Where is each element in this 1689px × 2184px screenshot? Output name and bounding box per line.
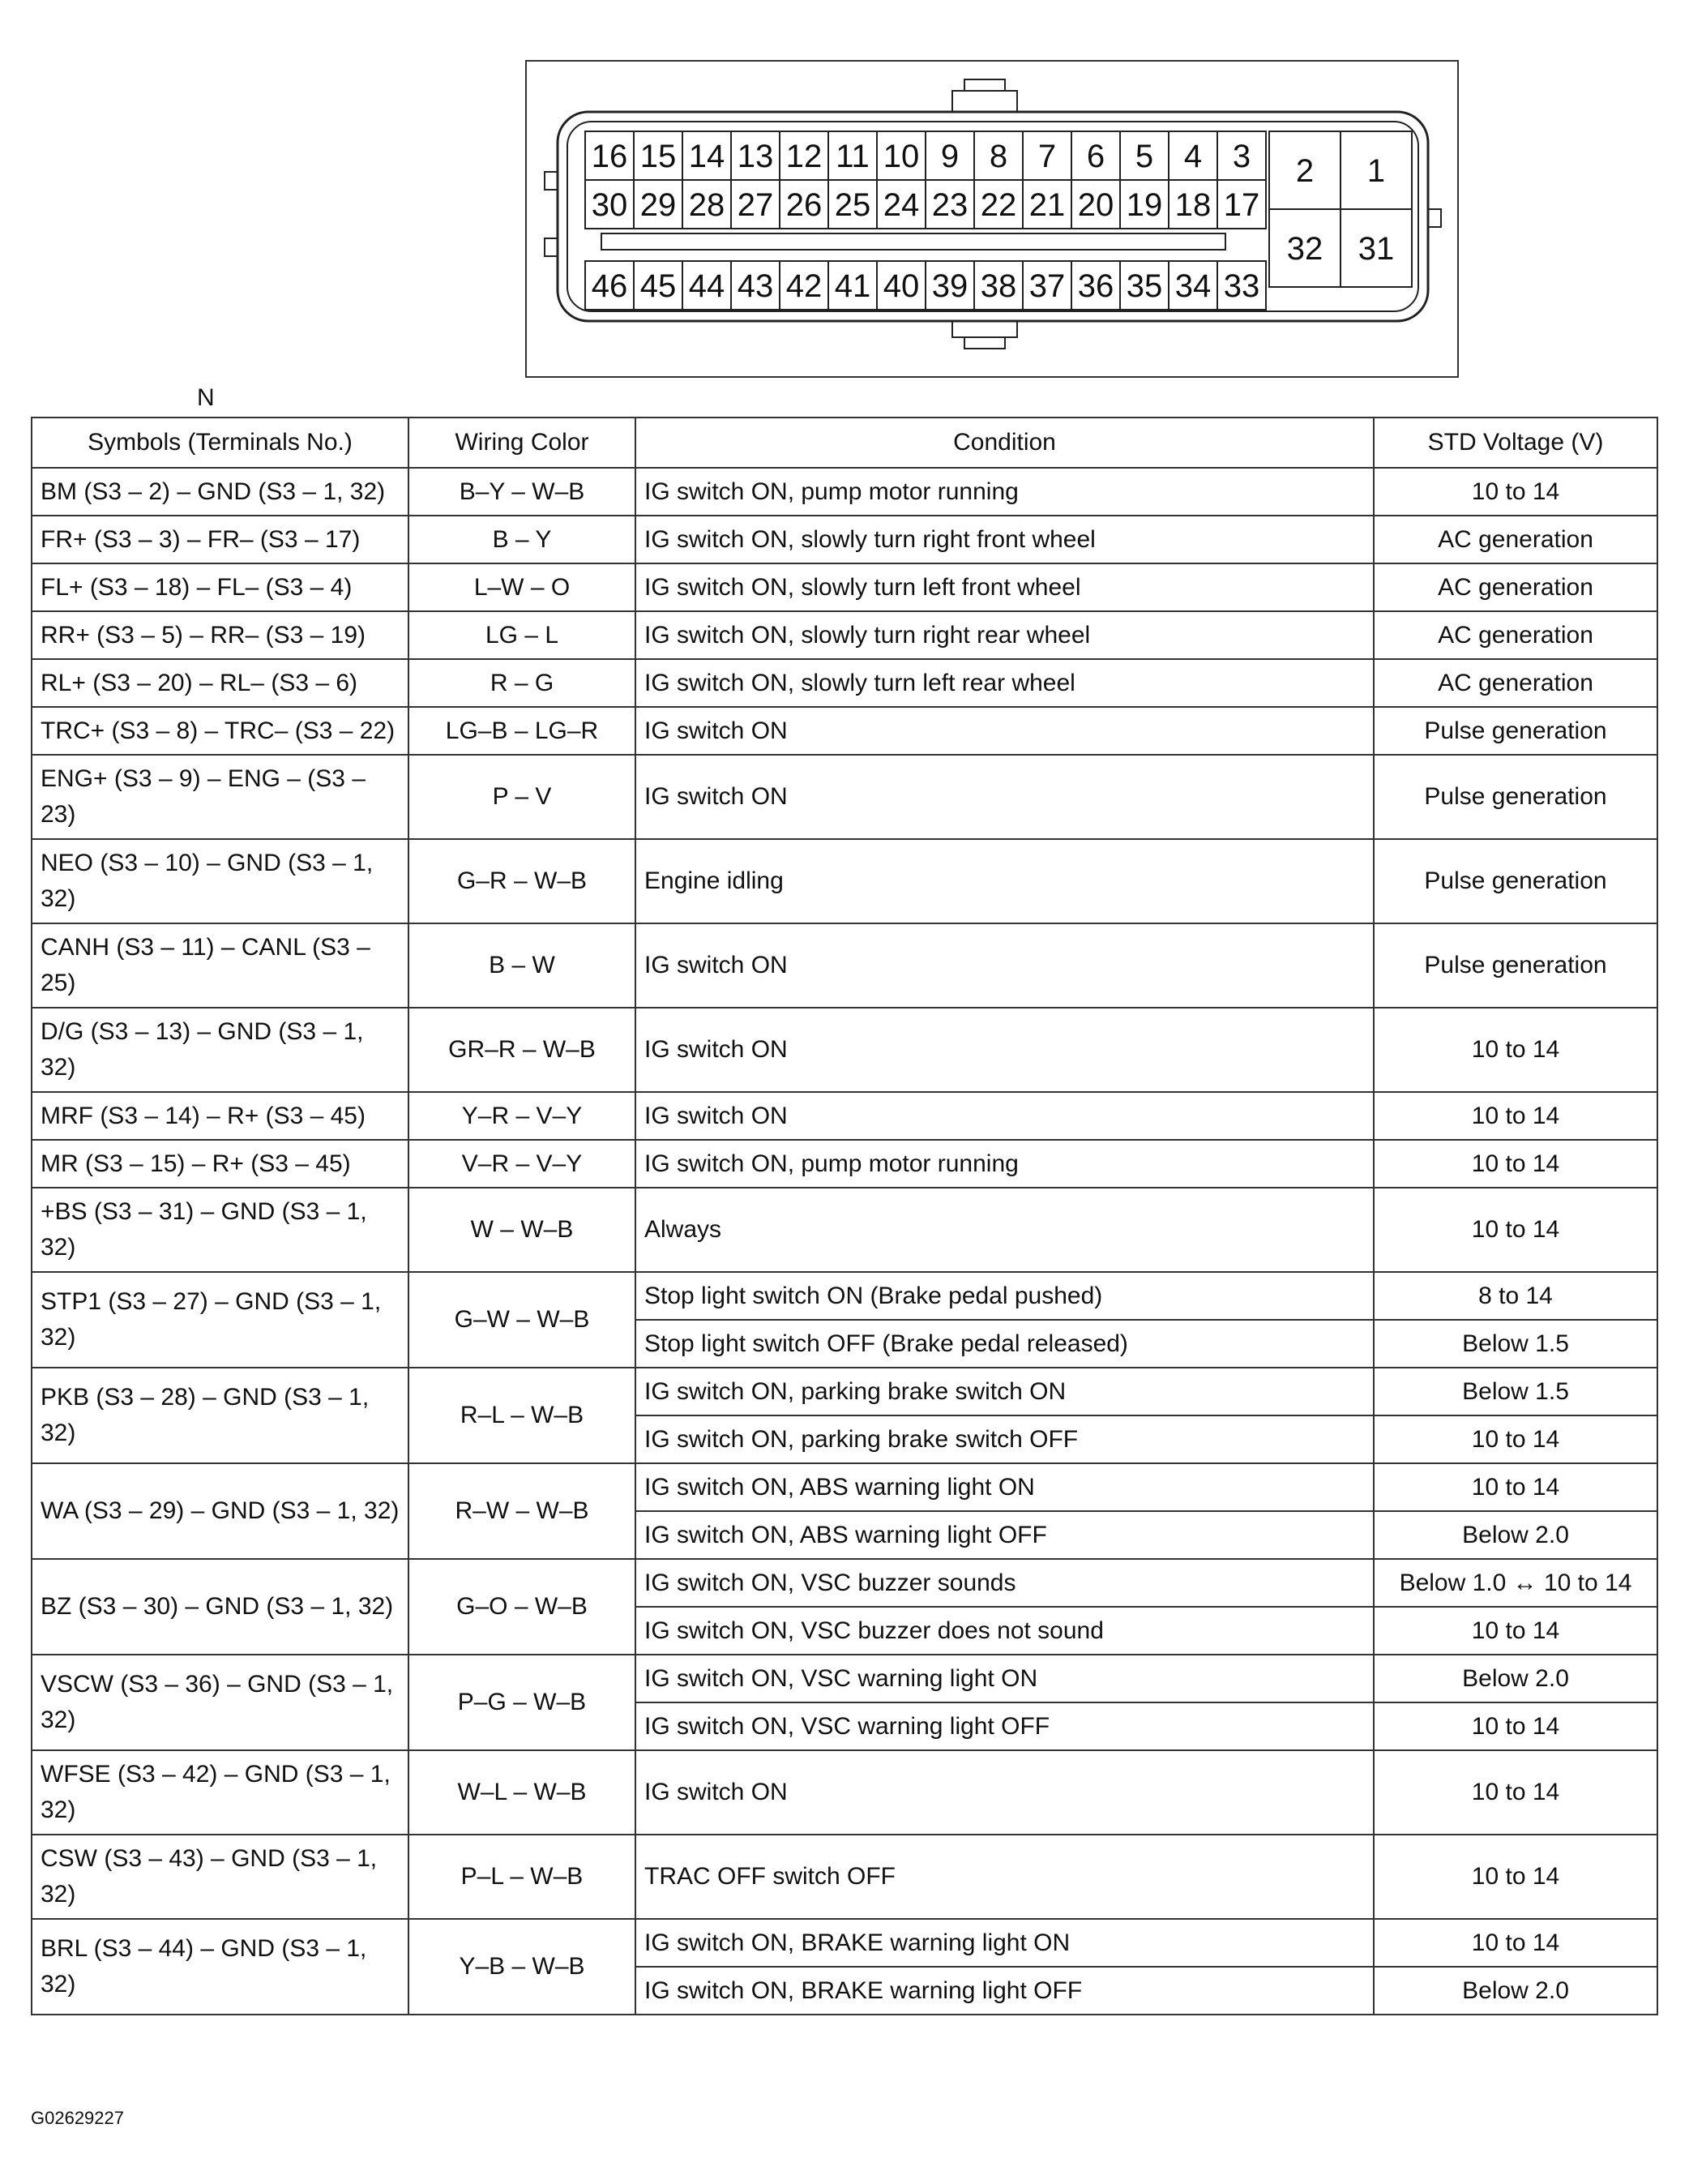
pin-middle-0: 30 — [591, 187, 628, 223]
pin-bottom-11: 35 — [1126, 268, 1163, 304]
pin-middle-4: 26 — [785, 187, 823, 223]
pin-middle-8: 22 — [980, 187, 1017, 223]
cell-std-voltage: Pulse generation — [1374, 839, 1657, 923]
cell-condition: IG switch ON — [635, 923, 1374, 1008]
cell-condition: IG switch ON — [635, 1092, 1374, 1140]
cell-symbol: NEO (S3 – 10) – GND (S3 – 1, 32) — [32, 839, 408, 923]
pin-top-13: 3 — [1232, 139, 1251, 174]
cell-condition: TRAC OFF switch OFF — [635, 1835, 1374, 1919]
terminal-spec-table — [31, 417, 1658, 2015]
pin-bottom-3: 43 — [737, 268, 774, 304]
cell-symbol: CANH (S3 – 11) – CANL (S3 – 25) — [32, 923, 408, 1008]
header-condition: Condition — [635, 418, 1374, 468]
pin-bottom-12: 34 — [1174, 268, 1212, 304]
cell-wiring-color: P–G – W–B — [408, 1655, 635, 1750]
cell-wiring-color: B – Y — [408, 516, 635, 563]
cell-symbol: CSW (S3 – 43) – GND (S3 – 1, 32) — [32, 1835, 408, 1919]
table-row — [32, 839, 1657, 923]
cell-condition: IG switch ON, VSC warning light OFF — [635, 1702, 1374, 1750]
pin-bottom-0: 46 — [591, 268, 628, 304]
cell-condition: IG switch ON — [635, 1008, 1374, 1092]
pin-top-4: 12 — [785, 139, 823, 174]
connector-slot — [601, 233, 1225, 250]
pin-top-5: 11 — [836, 139, 870, 174]
cell-std-voltage: Below 2.0 — [1374, 1967, 1657, 2015]
header-wiring-color: Wiring Color — [408, 418, 635, 468]
pin-middle-6: 24 — [883, 187, 920, 223]
table-row — [32, 1008, 1657, 1092]
cell-std-voltage: 10 to 14 — [1374, 1008, 1657, 1092]
cell-wiring-color: G–R – W–B — [408, 839, 635, 923]
header-symbols: Symbols (Terminals No.) — [32, 418, 408, 468]
pin-middle-2: 28 — [688, 187, 725, 223]
cell-std-voltage: Below 1.5 — [1374, 1368, 1657, 1415]
cell-condition: Always — [635, 1188, 1374, 1272]
cell-std-voltage: Pulse generation — [1374, 755, 1657, 839]
side-tab-left-lower — [545, 238, 558, 256]
table-header-row — [32, 418, 1657, 468]
cell-std-voltage: 10 to 14 — [1374, 468, 1657, 516]
table-row — [32, 1092, 1657, 1140]
cell-condition: IG switch ON, BRAKE warning light OFF — [635, 1967, 1374, 2015]
latch-top — [964, 79, 1005, 91]
cell-std-voltage: 10 to 14 — [1374, 1092, 1657, 1140]
table-row — [32, 1919, 1657, 1967]
latch-bottom — [964, 337, 1005, 349]
cell-std-voltage: Below 1.0 ↔ 10 to 14 — [1374, 1559, 1657, 1607]
table-row — [32, 563, 1657, 611]
pin-middle-9: 21 — [1028, 187, 1066, 223]
pin-top-9: 7 — [1037, 139, 1057, 174]
side-tab-left-upper — [545, 172, 558, 190]
cell-std-voltage: Pulse generation — [1374, 707, 1657, 755]
pin-middle-13: 17 — [1223, 187, 1260, 223]
pin-bottom-1: 45 — [639, 268, 677, 304]
cell-wiring-color: B–Y – W–B — [408, 468, 635, 516]
cell-symbol: RR+ (S3 – 5) – RR– (S3 – 19) — [32, 611, 408, 659]
pin-top-2: 14 — [688, 139, 725, 174]
cell-wiring-color: P – V — [408, 755, 635, 839]
table-row — [32, 659, 1657, 707]
pin-right-2: 32 — [1286, 231, 1323, 267]
connector-diagram — [525, 60, 1459, 378]
pin-bottom-8: 38 — [980, 268, 1017, 304]
cell-wiring-color: G–W – W–B — [408, 1272, 635, 1368]
cell-symbol: TRC+ (S3 – 8) – TRC– (S3 – 22) — [32, 707, 408, 755]
cell-symbol: WFSE (S3 – 42) – GND (S3 – 1, 32) — [32, 1750, 408, 1835]
side-tab-right — [1428, 209, 1441, 227]
cell-condition: Engine idling — [635, 839, 1374, 923]
pin-bottom-10: 36 — [1077, 268, 1114, 304]
cell-condition: IG switch ON, parking brake switch OFF — [635, 1415, 1374, 1463]
cell-symbol: BZ (S3 – 30) – GND (S3 – 1, 32) — [32, 1559, 408, 1655]
cell-condition: IG switch ON, pump motor running — [635, 468, 1374, 516]
table-row — [32, 468, 1657, 516]
cell-std-voltage: 8 to 14 — [1374, 1272, 1657, 1320]
cell-condition: IG switch ON, BRAKE warning light ON — [635, 1919, 1374, 1967]
cell-std-voltage: AC generation — [1374, 659, 1657, 707]
cell-wiring-color: V–R – V–Y — [408, 1140, 635, 1188]
cell-condition: IG switch ON, VSC buzzer does not sound — [635, 1607, 1374, 1655]
cell-symbol: BM (S3 – 2) – GND (S3 – 1, 32) — [32, 468, 408, 516]
cell-wiring-color: B – W — [408, 923, 635, 1008]
cell-symbol: FR+ (S3 – 3) – FR– (S3 – 17) — [32, 516, 408, 563]
cell-symbol: MRF (S3 – 14) – R+ (S3 – 45) — [32, 1092, 408, 1140]
cell-symbol: FL+ (S3 – 18) – FL– (S3 – 4) — [32, 563, 408, 611]
table-row — [32, 1559, 1657, 1607]
latch-bottom-base — [952, 321, 1017, 337]
cell-std-voltage: Pulse generation — [1374, 923, 1657, 1008]
pin-bottom-13: 33 — [1223, 268, 1260, 304]
cell-symbol: WA (S3 – 29) – GND (S3 – 1, 32) — [32, 1463, 408, 1559]
pin-grid — [585, 131, 1412, 310]
pin-top-6: 10 — [883, 139, 920, 174]
cell-std-voltage: Below 2.0 — [1374, 1655, 1657, 1702]
cell-condition: IG switch ON — [635, 1750, 1374, 1835]
pin-middle-11: 19 — [1126, 187, 1163, 223]
pin-top-10: 6 — [1086, 139, 1105, 174]
pin-top-11: 5 — [1135, 139, 1154, 174]
cell-condition: IG switch ON, slowly turn right rear wheel — [635, 611, 1374, 659]
table-row — [32, 1140, 1657, 1188]
pin-bottom-2: 44 — [688, 268, 725, 304]
table-row — [32, 1750, 1657, 1835]
cell-wiring-color: LG–B – LG–R — [408, 707, 635, 755]
cell-std-voltage: 10 to 14 — [1374, 1919, 1657, 1967]
cell-std-voltage: 10 to 14 — [1374, 1415, 1657, 1463]
pin-middle-7: 23 — [931, 187, 969, 223]
cell-symbol: RL+ (S3 – 20) – RL– (S3 – 6) — [32, 659, 408, 707]
cell-wiring-color: W–L – W–B — [408, 1750, 635, 1835]
table-row — [32, 611, 1657, 659]
pin-middle-12: 18 — [1174, 187, 1212, 223]
cell-condition: Stop light switch ON (Brake pedal pushed) — [635, 1272, 1374, 1320]
cell-symbol: STP1 (S3 – 27) – GND (S3 – 1, 32) — [32, 1272, 408, 1368]
table-row — [32, 1655, 1657, 1702]
connector-drawing — [527, 62, 1457, 376]
cell-std-voltage: 10 to 14 — [1374, 1463, 1657, 1511]
header-std-voltage: STD Voltage (V) — [1374, 418, 1657, 468]
cell-symbol: PKB (S3 – 28) – GND (S3 – 1, 32) — [32, 1368, 408, 1463]
cell-symbol: ENG+ (S3 – 9) – ENG – (S3 – 23) — [32, 755, 408, 839]
figure-letter: N — [197, 384, 215, 411]
table-body — [32, 468, 1657, 2015]
pin-right-3: 31 — [1358, 231, 1395, 267]
cell-condition: IG switch ON, parking brake switch ON — [635, 1368, 1374, 1415]
table-row — [32, 1188, 1657, 1272]
table-row — [32, 755, 1657, 839]
cell-wiring-color: R–W – W–B — [408, 1463, 635, 1559]
pin-right-0: 2 — [1295, 153, 1315, 189]
pin-top-3: 13 — [737, 139, 774, 174]
cell-symbol: BRL (S3 – 44) – GND (S3 – 1, 32) — [32, 1919, 408, 2015]
pin-bottom-9: 37 — [1028, 268, 1066, 304]
pin-top-12: 4 — [1183, 139, 1203, 174]
table-row — [32, 516, 1657, 563]
cell-wiring-color: W – W–B — [408, 1188, 635, 1272]
cell-wiring-color: R – G — [408, 659, 635, 707]
cell-wiring-color: Y–B – W–B — [408, 1919, 635, 2015]
figure-code: G02629227 — [31, 2108, 124, 2128]
cell-std-voltage: 10 to 14 — [1374, 1750, 1657, 1835]
cell-std-voltage: 10 to 14 — [1374, 1188, 1657, 1272]
pin-top-7: 9 — [940, 139, 960, 174]
cell-condition: IG switch ON, ABS warning light ON — [635, 1463, 1374, 1511]
cell-condition: IG switch ON — [635, 707, 1374, 755]
cell-symbol: D/G (S3 – 13) – GND (S3 – 1, 32) — [32, 1008, 408, 1092]
cell-condition: Stop light switch OFF (Brake pedal released) — [635, 1320, 1374, 1368]
cell-wiring-color: GR–R – W–B — [408, 1008, 635, 1092]
pin-right-1: 1 — [1366, 153, 1386, 189]
pin-bottom-6: 40 — [883, 268, 920, 304]
cell-symbol: +BS (S3 – 31) – GND (S3 – 1, 32) — [32, 1188, 408, 1272]
table-row — [32, 1272, 1657, 1320]
pin-middle-3: 27 — [737, 187, 774, 223]
cell-condition: IG switch ON — [635, 755, 1374, 839]
cell-std-voltage: Below 1.5 — [1374, 1320, 1657, 1368]
pin-middle-1: 29 — [639, 187, 677, 223]
table-row — [32, 1368, 1657, 1415]
cell-wiring-color: G–O – W–B — [408, 1559, 635, 1655]
cell-condition: IG switch ON, ABS warning light OFF — [635, 1511, 1374, 1559]
cell-wiring-color: P–L – W–B — [408, 1835, 635, 1919]
pin-bottom-5: 41 — [834, 268, 871, 304]
pin-top-8: 8 — [989, 139, 1008, 174]
cell-wiring-color: L–W – O — [408, 563, 635, 611]
table-row — [32, 707, 1657, 755]
cell-condition: IG switch ON, slowly turn right front wheel — [635, 516, 1374, 563]
cell-condition: IG switch ON, VSC warning light ON — [635, 1655, 1374, 1702]
cell-std-voltage: 10 to 14 — [1374, 1835, 1657, 1919]
pin-top-0: 16 — [591, 139, 628, 174]
cell-wiring-color: LG – L — [408, 611, 635, 659]
cell-std-voltage: AC generation — [1374, 563, 1657, 611]
cell-condition: IG switch ON, pump motor running — [635, 1140, 1374, 1188]
pin-bottom-7: 39 — [931, 268, 969, 304]
cell-std-voltage: 10 to 14 — [1374, 1140, 1657, 1188]
cell-std-voltage: AC generation — [1374, 516, 1657, 563]
cell-condition: IG switch ON, VSC buzzer sounds — [635, 1559, 1374, 1607]
table-row — [32, 1463, 1657, 1511]
pin-middle-10: 20 — [1077, 187, 1114, 223]
cell-condition: IG switch ON, slowly turn left rear wheel — [635, 659, 1374, 707]
cell-std-voltage: AC generation — [1374, 611, 1657, 659]
cell-std-voltage: Below 2.0 — [1374, 1511, 1657, 1559]
cell-symbol: MR (S3 – 15) – R+ (S3 – 45) — [32, 1140, 408, 1188]
pin-middle-5: 25 — [834, 187, 871, 223]
cell-condition: IG switch ON, slowly turn left front wheel — [635, 563, 1374, 611]
table-row — [32, 1835, 1657, 1919]
pin-top-1: 15 — [639, 139, 677, 174]
latch-top-base — [952, 91, 1017, 112]
cell-wiring-color: R–L – W–B — [408, 1368, 635, 1463]
cell-wiring-color: Y–R – V–Y — [408, 1092, 635, 1140]
cell-symbol: VSCW (S3 – 36) – GND (S3 – 1, 32) — [32, 1655, 408, 1750]
pin-bottom-4: 42 — [785, 268, 823, 304]
cell-std-voltage: 10 to 14 — [1374, 1702, 1657, 1750]
cell-std-voltage: 10 to 14 — [1374, 1607, 1657, 1655]
table-row — [32, 923, 1657, 1008]
